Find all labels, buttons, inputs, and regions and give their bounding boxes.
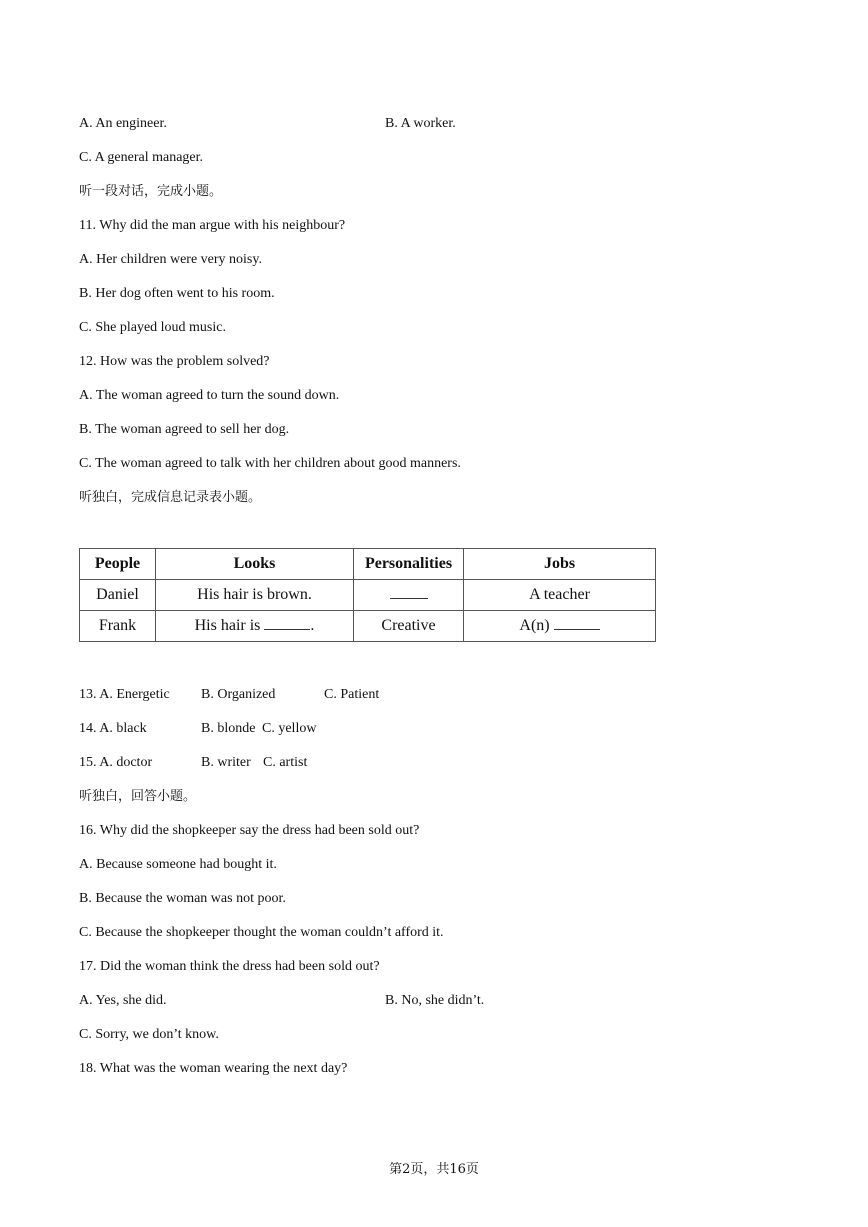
- q13-option-b: B. Organized: [201, 687, 276, 702]
- q12-option-a: A. The woman agreed to turn the sound down.: [79, 388, 340, 403]
- q12-option-b: B. The woman agreed to sell her dog.: [79, 422, 290, 437]
- cell-jobs-frank: [464, 611, 656, 642]
- looks-frank-prefix: His hair is: [194, 617, 261, 634]
- cell-looks-daniel: His hair is brown.: [156, 580, 354, 611]
- q16-stem: 16. Why did the shopkeeper say the dress had been sold out?: [79, 823, 420, 838]
- q11-option-c: C. She played loud music.: [79, 320, 226, 335]
- cell-people-frank: Frank: [80, 611, 156, 642]
- q14-option-a: 14. A. black: [79, 721, 147, 736]
- cell-looks-frank: [156, 611, 354, 642]
- q16-option-a: A. Because someone had bought it.: [79, 857, 277, 872]
- cell-personalities-daniel[interactable]: [354, 580, 464, 611]
- q18-stem: 18. What was the woman wearing the next day?: [79, 1061, 348, 1076]
- q11-option-b: B. Her dog often went to his room.: [79, 286, 275, 301]
- q17-option-a: A. Yes, she did.: [79, 993, 167, 1008]
- q11-option-a: A. Her children were very noisy.: [79, 252, 262, 267]
- instruction-dialogue: 听一段对话，完成小题。: [79, 184, 223, 199]
- jobs-frank-prefix: A(n): [519, 617, 550, 634]
- q17-stem: 17. Did the woman think the dress had been sold out?: [79, 959, 380, 974]
- blank-15[interactable]: [554, 617, 600, 630]
- q10-option-c: C. A general manager.: [79, 150, 204, 165]
- q15-option-a: 15. A. doctor: [79, 755, 153, 770]
- q15-option-b: B. writer: [201, 755, 251, 770]
- instruction-table: 听独白，完成信息记录表小题。: [79, 490, 262, 505]
- q15-option-c: C. artist: [263, 755, 308, 770]
- q17-option-c: C. Sorry, we don’t know.: [79, 1027, 219, 1042]
- cell-personalities-frank: Creative: [354, 611, 464, 642]
- q10-option-b: B. A worker.: [385, 116, 456, 131]
- q12-option-c: C. The woman agreed to talk with her children about good manners.: [79, 456, 461, 471]
- cell-people-daniel: Daniel: [80, 580, 156, 611]
- q12-stem: 12. How was the problem solved?: [79, 354, 270, 369]
- q13-option-a: 13. A. Energetic: [79, 687, 170, 702]
- q14-option-b: B. blonde: [201, 721, 256, 736]
- header-people: People: [80, 549, 156, 580]
- header-personalities: Personalities: [354, 549, 464, 580]
- q17-option-b: B. No, she didn’t.: [385, 993, 485, 1008]
- cell-jobs-daniel: A teacher: [464, 580, 656, 611]
- header-looks: Looks: [156, 549, 354, 580]
- blank-14[interactable]: [264, 617, 310, 630]
- table-header-row: [80, 549, 656, 580]
- q16-option-b: B. Because the woman was not poor.: [79, 891, 286, 906]
- q10-option-a: A. An engineer.: [79, 116, 167, 131]
- q13-option-c: C. Patient: [324, 687, 380, 702]
- q11-stem: 11. Why did the man argue with his neighbour?: [79, 218, 346, 233]
- blank-13[interactable]: [390, 586, 428, 599]
- q14-option-c: C. yellow: [262, 721, 317, 736]
- header-jobs: Jobs: [464, 549, 656, 580]
- page-footer: 第2页，共16页: [389, 1162, 479, 1177]
- q16-option-c: C. Because the shopkeeper thought the woman couldn’t afford it.: [79, 925, 444, 940]
- looks-frank-suffix: .: [310, 617, 315, 634]
- table-row: [80, 611, 656, 642]
- instruction-answer: 听独白，回答小题。: [79, 789, 197, 804]
- info-record-table: [79, 548, 656, 642]
- table-row: [80, 580, 656, 611]
